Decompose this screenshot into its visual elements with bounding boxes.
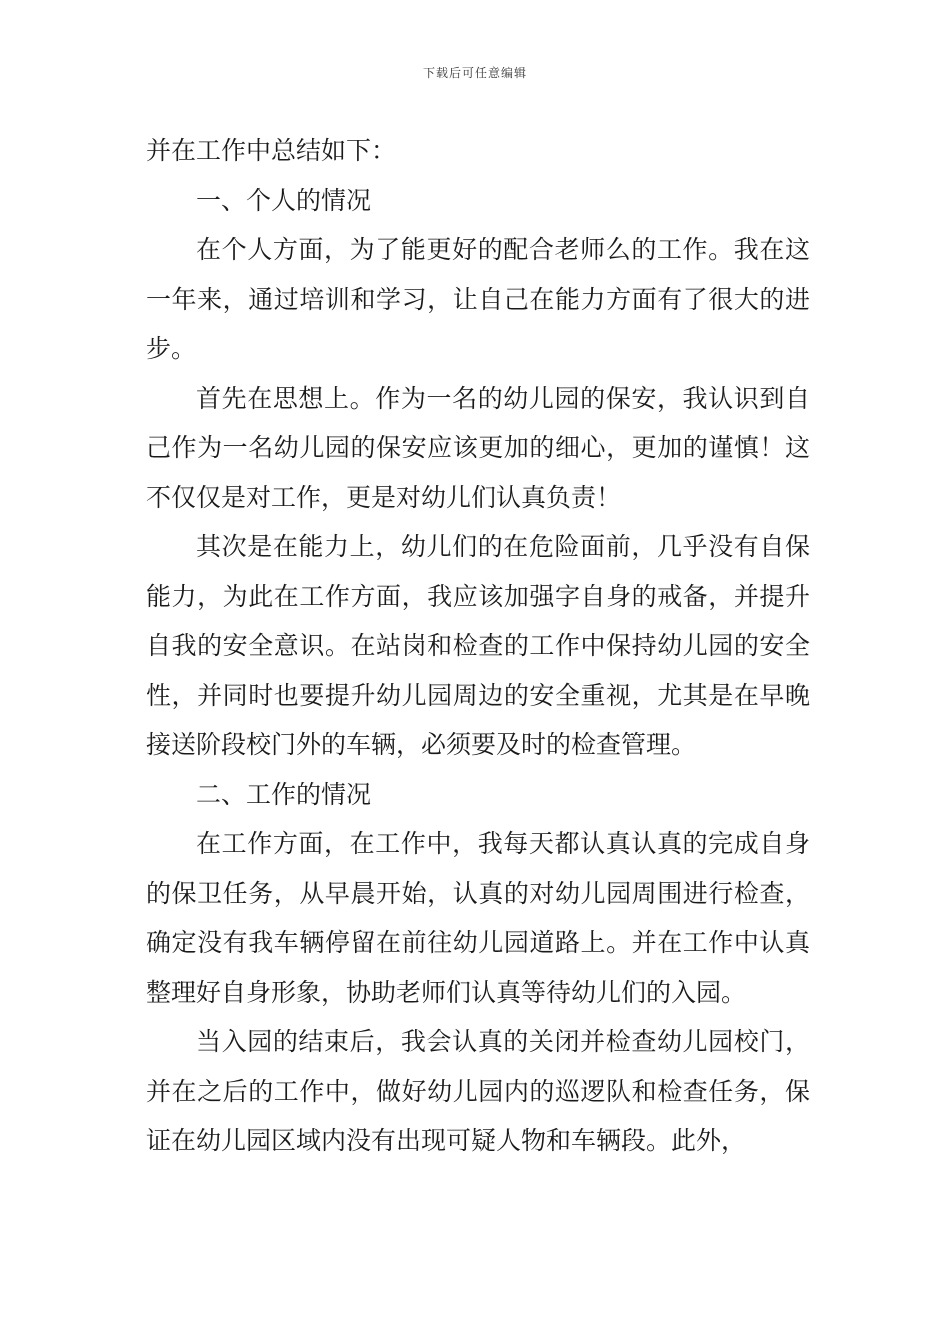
paragraph-ability: 其次是在能力上，幼儿们的在危险面前，几乎没有自保能力，为此在工作方面，我应该加强字自身的戒备，并提升自我的安全意识。在站岗和检查的工作中保持幼儿园的安全性，并同时也要提升幼儿园周边的安全重视，尤其是在早晚接送阶段校门外的车辆，必须要及时的检查管理。 bbox=[146, 532, 810, 759]
document-body bbox=[146, 126, 810, 1166]
section-heading-personal: 一、个人的情况 bbox=[196, 185, 372, 215]
paragraph-work-duties: 在工作方面，在工作中，我每天都认真认真的完成自身的保卫任务，从早晨开始，认真的对幼儿园周围进行检查，确定没有我车辆停留在前往幼儿园道路上。并在工作中认真整理好自身形象，协助老师们认真等待幼儿们的入园。 bbox=[146, 829, 810, 1007]
paragraph-after-entry: 当入园的结束后，我会认真的关闭并检查幼儿园校门，并在之后的工作中，做好幼儿园内的巡逻队和检查任务，保证在幼儿园区域内没有出现可疑人物和车辆段。此外， bbox=[146, 1027, 810, 1155]
section-heading-work: 二、工作的情况 bbox=[196, 779, 372, 809]
paragraph-intro: 并在工作中总结如下： bbox=[146, 136, 397, 165]
header-note: 下载后可任意编辑 bbox=[422, 66, 527, 80]
paragraph-personal-overview: 在个人方面，为了能更好的配合老师么的工作。我在这一年来，通过培训和学习，让自己在能力方面有了很大的进步。 bbox=[146, 235, 810, 363]
paragraph-thinking: 首先在思想上。作为一名的幼儿园的保安，我认识到自己作为一名幼儿园的保安应该更加的细心，更加的谨慎！这不仅仅是对工作，更是对幼儿们认真负责！ bbox=[146, 383, 810, 512]
